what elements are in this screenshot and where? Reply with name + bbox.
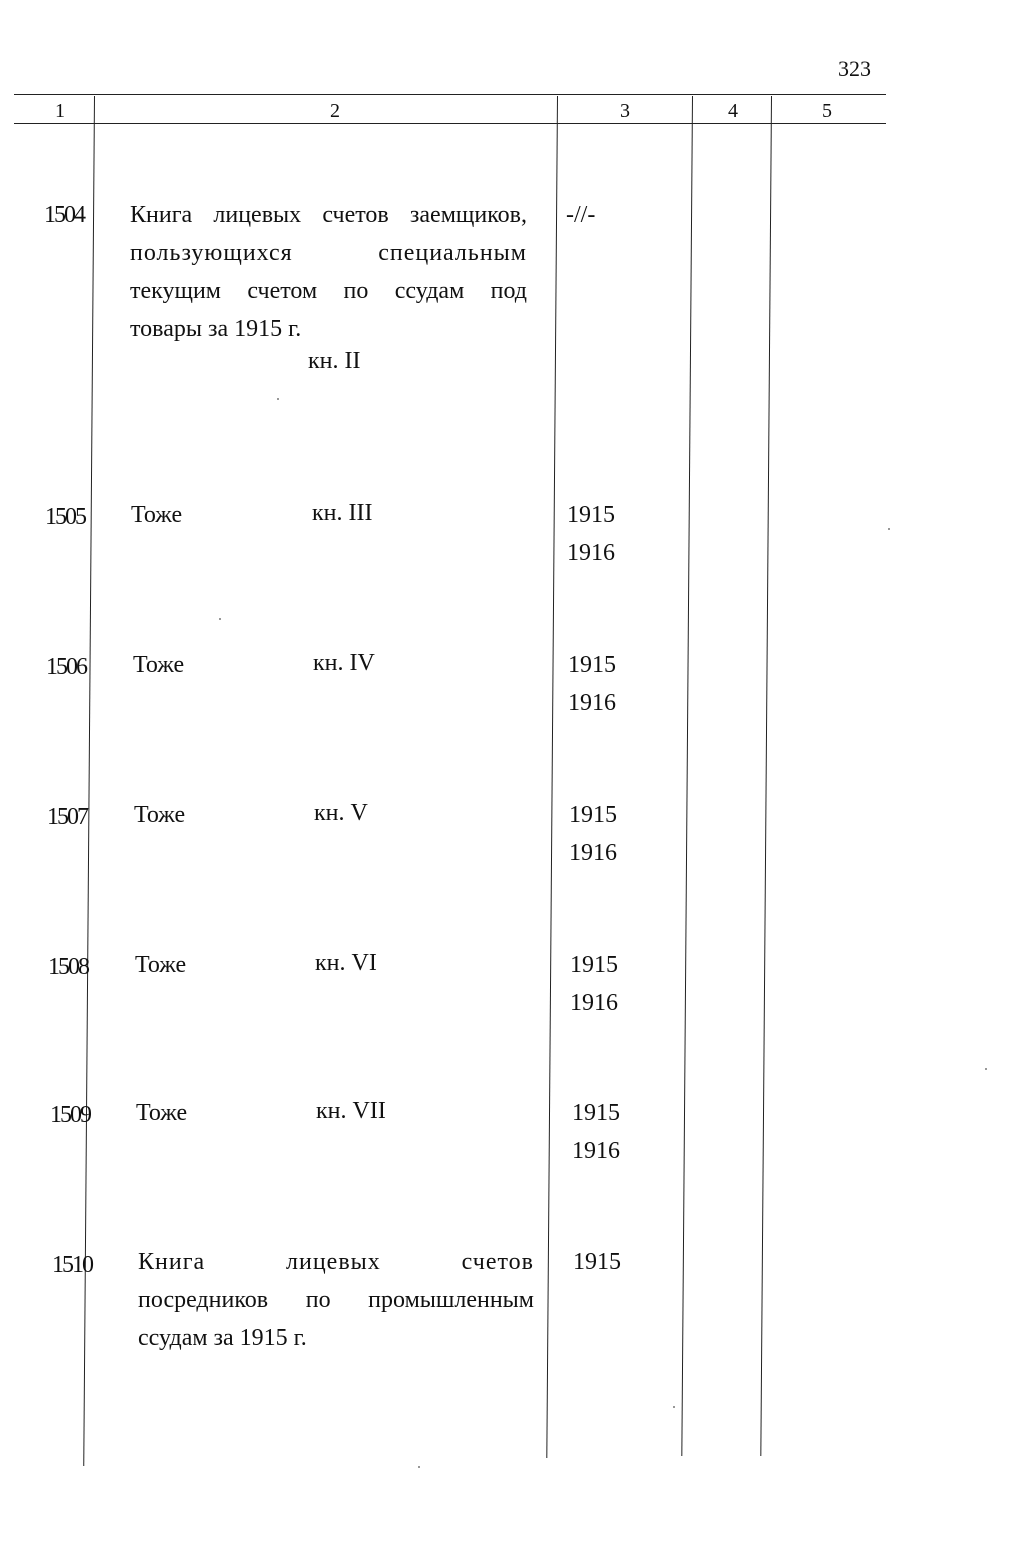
title-line: пользующихся специальным [130, 240, 527, 266]
date-value: 1916 [568, 690, 616, 716]
column-header-3: 3 [620, 100, 630, 122]
date-value: 1916 [570, 990, 618, 1016]
date-value: 1916 [572, 1138, 620, 1164]
column-divider-2 [546, 96, 558, 1458]
header-top-rule [14, 94, 886, 95]
row-title [138, 1243, 534, 1357]
row-number: 1507 [47, 804, 87, 830]
title-line: Тоже [136, 1100, 188, 1126]
title-line: Книга лицевых счетов заемщиков, [130, 202, 527, 228]
date-value: 1915 [568, 652, 616, 678]
row-title [133, 646, 184, 684]
date-cell [572, 1094, 620, 1170]
title-line: Тоже [131, 502, 183, 528]
title-line: товары за 1915 г. [130, 316, 302, 342]
column-header-4: 4 [728, 100, 738, 122]
page-number: 323 [838, 56, 871, 81]
date-value: 1915 [573, 1249, 621, 1275]
scan-speck [219, 618, 221, 620]
date-cell [569, 796, 617, 872]
date-cell [566, 196, 595, 234]
date-value: -//- [566, 202, 596, 228]
scan-speck [673, 1406, 675, 1408]
date-value: 1916 [567, 540, 615, 566]
volume-label: кн. VI [315, 950, 377, 976]
title-line: Тоже [133, 652, 185, 678]
row-title [136, 1094, 187, 1132]
volume-label: кн. II [308, 348, 361, 374]
title-line: текущим счетом по ссудам под [130, 278, 527, 304]
date-cell [567, 496, 615, 572]
scan-speck [277, 398, 279, 400]
column-divider-4 [760, 96, 772, 1456]
column-header-5: 5 [822, 100, 832, 122]
title-line: посредников по промышленным [138, 1287, 534, 1313]
row-title [134, 796, 185, 834]
date-cell [573, 1243, 621, 1281]
title-line: Книга лицевых счетов [138, 1249, 534, 1275]
row-title [135, 946, 186, 984]
date-value: 1916 [569, 840, 617, 866]
column-header-2: 2 [330, 100, 340, 122]
volume-label: кн. IV [313, 650, 375, 676]
row-number: 1504 [44, 202, 84, 228]
row-number: 1510 [52, 1252, 92, 1278]
row-number: 1505 [45, 504, 85, 530]
column-divider-3 [681, 96, 693, 1456]
date-value: 1915 [569, 802, 617, 828]
row-title [130, 196, 527, 348]
title-line: ссудам за 1915 г. [138, 1325, 307, 1351]
row-number: 1508 [48, 954, 88, 980]
scan-speck [418, 1466, 420, 1468]
date-value: 1915 [570, 952, 618, 978]
title-line: Тоже [134, 802, 186, 828]
header-bottom-rule [14, 123, 886, 124]
column-header-1: 1 [55, 100, 65, 122]
row-number: 1506 [46, 654, 86, 680]
row-number: 1509 [50, 1102, 90, 1128]
volume-label: кн. VII [316, 1098, 386, 1124]
date-cell [570, 946, 618, 1022]
volume-label: кн. V [314, 800, 368, 826]
title-line: Тоже [135, 952, 187, 978]
row-title [131, 496, 182, 534]
scan-speck [888, 528, 890, 530]
volume-label: кн. III [312, 500, 373, 526]
date-cell [568, 646, 616, 722]
scan-speck [985, 1068, 987, 1070]
date-value: 1915 [567, 502, 615, 528]
date-value: 1915 [572, 1100, 620, 1126]
